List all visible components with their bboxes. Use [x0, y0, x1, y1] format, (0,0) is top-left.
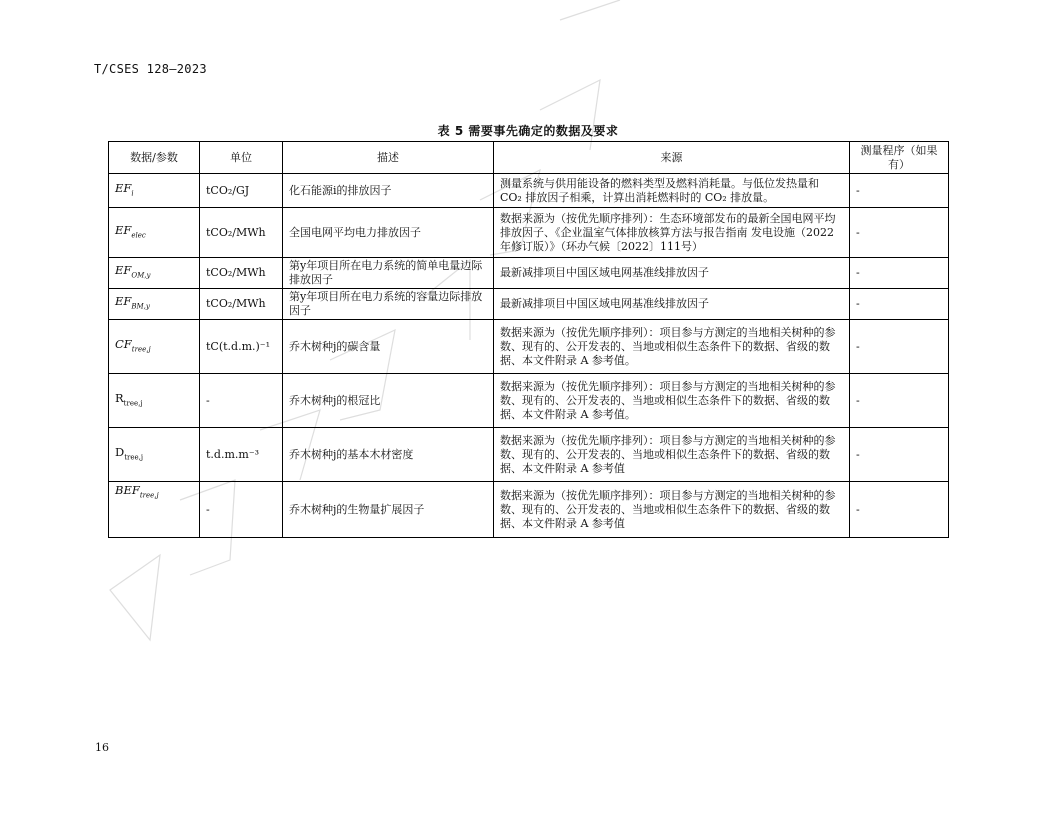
table-row	[109, 208, 949, 258]
description-cell: 乔木树种j的基本木材密度	[283, 428, 494, 482]
parameter-symbol: $CF_{tree,j}$	[109, 320, 200, 374]
unit-cell: -	[200, 374, 283, 428]
table-row	[109, 258, 949, 289]
unit-cell: tCO₂/MWh	[200, 289, 283, 320]
procedure-cell: -	[850, 208, 949, 258]
source-cell: 测量系统与供用能设备的燃料类型及燃料消耗量。与低位发热量和 CO₂ 排放因子相乘，计算出消耗燃料时的 CO₂ 排放量。	[494, 174, 850, 208]
procedure-cell: -	[850, 289, 949, 320]
unit-cell: tC(t.d.m.)⁻¹	[200, 320, 283, 374]
description-cell: 第y年项目所在电力系统的容量边际排放因子	[283, 289, 494, 320]
source-cell: 最新减排项目中国区域电网基准线排放因子	[494, 289, 850, 320]
source-cell: 数据来源为（按优先顺序排列）：生态环境部发布的最新全国电网平均排放因子、《企业温室气体排放核算方法与报告指南 发电设施（2022年修订版）》（环办气候〔2022〕111号）	[494, 208, 850, 258]
description-cell: 乔木树种j的生物量扩展因子	[283, 482, 494, 538]
source-cell: 数据来源为（按优先顺序排列）：项目参与方测定的当地相关树种的参数、现有的、公开发表的、当地或相似生态条件下的数据、省级的数据、本文件附录 A 参考值	[494, 428, 850, 482]
page-number: 16	[95, 741, 109, 754]
document-header-code: T/CSES 128—2023	[94, 62, 207, 76]
table-row	[109, 374, 949, 428]
source-cell: 最新减排项目中国区域电网基准线排放因子	[494, 258, 850, 289]
procedure-cell: -	[850, 374, 949, 428]
column-header-source: 来源	[494, 142, 850, 174]
procedure-cell: -	[850, 428, 949, 482]
table-row	[109, 428, 949, 482]
description-cell: 第y年项目所在电力系统的简单电量边际排放因子	[283, 258, 494, 289]
table-row	[109, 482, 949, 538]
unit-cell: t.d.m.m⁻³	[200, 428, 283, 482]
parameter-symbol: $EF_{BM,y}$	[109, 289, 200, 320]
description-cell: 化石能源i的排放因子	[283, 174, 494, 208]
parameter-symbol: $BEF_{tree,j}$	[109, 482, 200, 538]
parameter-symbol: $EF_{elec}$	[109, 208, 200, 258]
source-cell: 数据来源为（按优先顺序排列）：项目参与方测定的当地相关树种的参数、现有的、公开发表的、当地或相似生态条件下的数据、省级的数据、本文件附录 A 参考值	[494, 482, 850, 538]
parameter-symbol: $EF_i$	[109, 174, 200, 208]
source-cell: 数据来源为（按优先顺序排列）：项目参与方测定的当地相关树种的参数、现有的、公开发表的、当地或相似生态条件下的数据、省级的数据、本文件附录 A 参考值。	[494, 320, 850, 374]
column-header-procedure: 测量程序（如果有）	[850, 142, 949, 174]
description-cell: 乔木树种j的根冠比	[283, 374, 494, 428]
table-row	[109, 174, 949, 208]
column-header-description: 描述	[283, 142, 494, 174]
table-row	[109, 320, 949, 374]
description-cell: 乔木树种j的碳含量	[283, 320, 494, 374]
table-caption: 表 5 需要事先确定的数据及要求	[437, 124, 619, 138]
procedure-cell: -	[850, 482, 949, 538]
parameter-symbol: $D_{tree,j}$	[109, 428, 200, 482]
procedure-cell: -	[850, 258, 949, 289]
procedure-cell: -	[850, 320, 949, 374]
procedure-cell: -	[850, 174, 949, 208]
unit-cell: tCO₂/GJ	[200, 174, 283, 208]
unit-cell: tCO₂/MWh	[200, 208, 283, 258]
requirements-table	[108, 141, 949, 538]
column-header-unit: 单位	[200, 142, 283, 174]
parameter-symbol: $EF_{OM,y}$	[109, 258, 200, 289]
column-header-parameter: 数据/参数	[109, 142, 200, 174]
source-cell: 数据来源为（按优先顺序排列）：项目参与方测定的当地相关树种的参数、现有的、公开发表的、当地或相似生态条件下的数据、省级的数据、本文件附录 A 参考值。	[494, 374, 850, 428]
description-cell: 全国电网平均电力排放因子	[283, 208, 494, 258]
table-header-row	[109, 142, 949, 174]
unit-cell: tCO₂/MWh	[200, 258, 283, 289]
table-row	[109, 289, 949, 320]
unit-cell: -	[200, 482, 283, 538]
parameter-symbol: $R_{tree,j}$	[109, 374, 200, 428]
